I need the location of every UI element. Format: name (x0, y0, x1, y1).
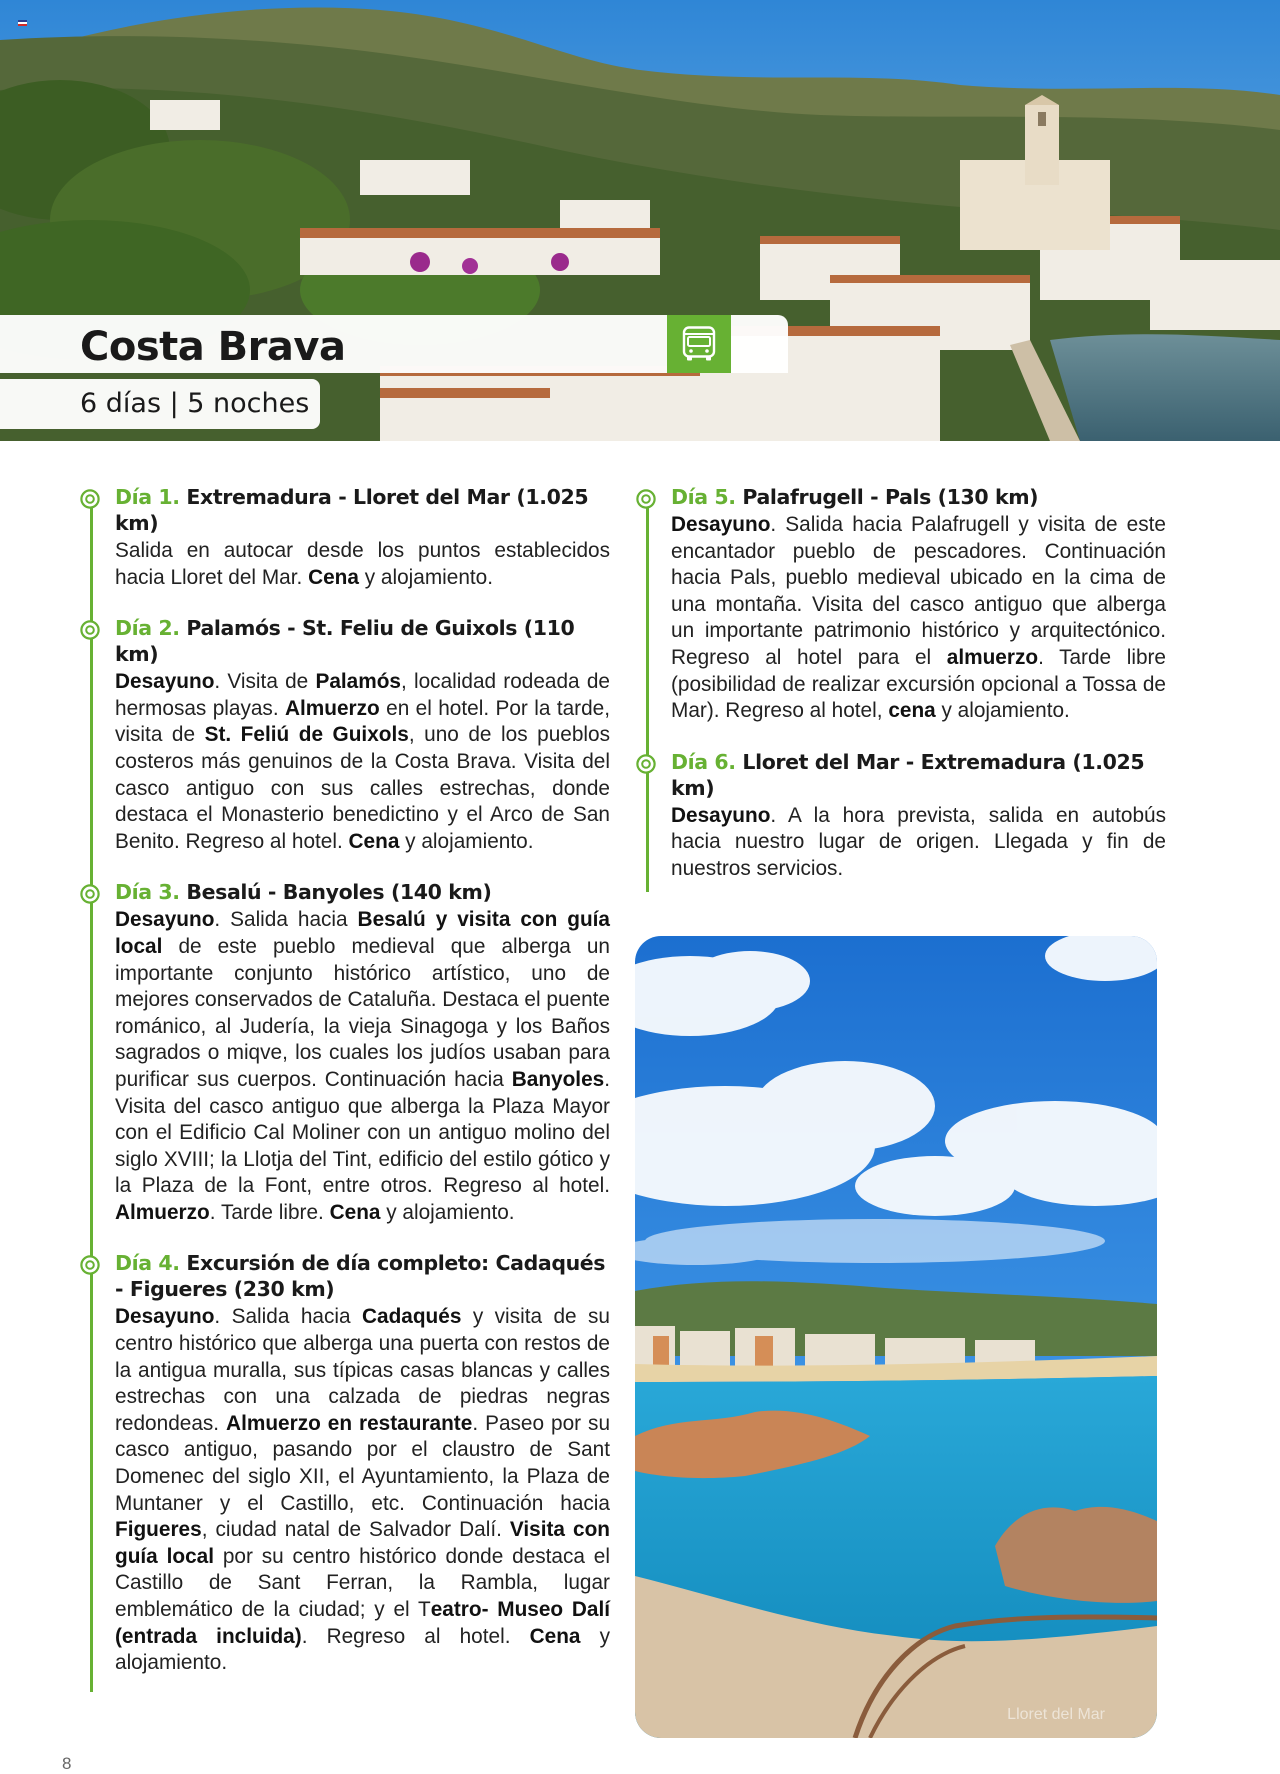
highlight-text: eatro- Museo Dalí (entrada incluida) (115, 1598, 611, 1648)
highlight-text: Almuerzo (284, 696, 380, 720)
day-route: Extremadura - Lloret del Mar (1.025 km) (115, 485, 589, 535)
description-text: . Salida hacia Palafrugell y visita de este encantador pueblo de pescadores. Continuación hacia Pals, pueblo medieval ubicado en la cima de una montaña. Visita del casco antiguo que alberga un importante patrimonio histórico y arquitectónico. Regreso al hotel para el (671, 513, 1166, 669)
day-number: Día 5. (671, 485, 736, 509)
description-text: , localidad rodeada de hermosas playas. (115, 670, 610, 720)
description-text: . Paseo por su casco antiguo, pasando por el claustro de Sant Domenec del siglo XII, el Ayuntamiento, la Plaza de Muntaner y el Castillo, etc. Continuación hacia (115, 1411, 611, 1515)
highlight-text: Desayuno (115, 670, 215, 694)
description-text: y alojamiento. (115, 1624, 611, 1675)
day-description (671, 512, 1166, 725)
timeline-bullet-icon (80, 489, 100, 509)
highlight-text: St. Feliú de Guixols (204, 723, 409, 747)
day-item (80, 879, 610, 1226)
day-heading (115, 879, 610, 905)
description-text: . Tarde libre. (209, 1200, 330, 1224)
day-description (115, 669, 610, 855)
day-heading (115, 615, 610, 667)
description-text: . Regreso al hotel. (301, 1624, 530, 1648)
description-text: , ciudad natal de Salvador Dalí. (201, 1518, 510, 1542)
description-text: y alojamiento. (399, 829, 534, 853)
description-text: por su centro histórico donde destaca el Castillo de Sant Ferran, la Rambla, lugar emblemático de la ciudad; y el T (115, 1544, 610, 1621)
description-text: en el hotel. Por la tarde, visita de (115, 696, 610, 747)
day-route: Excursión de día completo: Cadaqués - Figueres (230 km) (115, 1251, 606, 1302)
lloret-photo (635, 936, 1157, 1738)
description-text: . Visita del casco antiguo que alberga la Plaza Mayor con el Edificio Cal Moliner con un antiguo molino del siglo XVIII; la Llotja del Tint, edificio del estilo gótico y la Plaza de la Font, entre otros. Regreso al hotel. (115, 1067, 610, 1198)
highlight-text: Desayuno (115, 1305, 215, 1329)
day-description (115, 1304, 610, 1676)
highlight-text: Palamós (315, 670, 401, 694)
day-item (80, 1250, 610, 1676)
page-title: Costa Brava (80, 324, 346, 370)
transport-badge (667, 315, 731, 373)
photo-caption: Lloret del Mar (1007, 1706, 1105, 1723)
trip-duration: 6 días | 5 noches (80, 388, 310, 419)
highlight-text: Cena (529, 1624, 581, 1648)
day-route: Palafrugell - Pals (130 km) (735, 485, 1039, 509)
highlight-text: Desayuno (671, 803, 771, 827)
day-heading (671, 484, 1166, 510)
coast-image (635, 936, 1157, 1738)
day-description (115, 907, 610, 1226)
highlight-text: cena (888, 699, 936, 723)
day-number: Día 3. (115, 880, 180, 905)
description-text: y alojamiento. (358, 565, 494, 589)
timeline-bullet-icon (80, 884, 100, 904)
highlight-text: Banyoles (511, 1067, 605, 1091)
day-number: Día 1. (115, 485, 180, 509)
description-text: y alojamiento. (935, 699, 1070, 723)
day-number: Día 6. (671, 749, 736, 774)
day-item (636, 484, 1166, 725)
timeline-bullet-icon (80, 620, 100, 640)
description-text: y alojamiento. (380, 1200, 515, 1224)
description-text: . Salida hacia (214, 908, 358, 932)
highlight-text: almuerzo (946, 645, 1039, 669)
day-item (80, 484, 610, 591)
highlight-text: Almuerzo (115, 1200, 210, 1224)
day-heading (671, 749, 1166, 801)
highlight-text: Visita con guía local (115, 1518, 610, 1568)
highlight-text: Cadaqués (362, 1305, 462, 1329)
day-number: Día 2. (115, 616, 180, 641)
description-text: Salida en autocar desde los puntos establecidos hacia Lloret del Mar. (115, 539, 610, 589)
highlight-text: Desayuno (671, 513, 771, 536)
description-text: y visita de su centro histórico que alberga una puerta con restos de la antigua muralla, sus típicas casas blancas y calles estrechas con una calzada de piedras negras redondeas. (115, 1305, 610, 1435)
day-route: Besalú - Banyoles (140 km) (179, 880, 492, 905)
timeline-bullet-icon (636, 489, 656, 509)
bus-icon (681, 326, 717, 362)
description-text: . Salida hacia (214, 1305, 362, 1329)
day-heading (115, 1250, 610, 1302)
description-text: , uno de los pueblos costeros más genuinos de la Costa Brava. Visita del casco antiguo con sus calles estrechas, donde destaca el Monasterio benedictino y el Arco de San Benito. Regreso al hotel. (115, 723, 610, 853)
timeline-bullet-icon (80, 1255, 100, 1275)
day-description (671, 803, 1166, 883)
highlight-text: Cena (329, 1200, 381, 1224)
description-text: . A la hora prevista, salida en autobús hacia nuestro lugar de origen. Llegada y fin de nuestros servicios. (671, 803, 1166, 880)
day-item (80, 615, 610, 855)
day-route: Lloret del Mar - Extremadura (1.025 km) (671, 749, 1145, 800)
itinerary-right-column (636, 484, 1166, 883)
description-text: de este pueblo medieval que alberga un importante conjunto histórico artístico, uno de mejores conservados de Cataluña. Destaca el puente románico, al Judería, la vieja Sinagoga y los Baños sagrados o miqve, los cuales los judíos usaban para purificar sus cuerpos. Continuación hacia (115, 934, 610, 1091)
timeline-bullet-icon (636, 754, 656, 774)
day-heading (115, 484, 610, 536)
highlight-text: Almuerzo en restaurante (226, 1411, 473, 1435)
highlight-text: Desayuno (115, 908, 215, 932)
day-route: Palamós - St. Feliu de Guixols (110 km) (115, 616, 575, 667)
highlight-text: Cena (308, 565, 359, 589)
day-number: Día 4. (115, 1251, 180, 1276)
page-number: 8 (62, 1754, 72, 1773)
flag-icon (18, 20, 27, 26)
highlight-text: Figueres (115, 1518, 202, 1542)
itinerary-left-column (80, 484, 610, 1677)
description-text: . Tarde libre (posibilidad de realizar excursión opcional a Tossa de Mar). Regreso al hotel, (671, 645, 1167, 723)
description-text: . Visita de (214, 670, 316, 694)
highlight-text: Besalú y visita con guía local (115, 908, 610, 958)
day-item (636, 749, 1166, 883)
highlight-text: Cena (348, 829, 400, 853)
day-description (115, 538, 610, 591)
